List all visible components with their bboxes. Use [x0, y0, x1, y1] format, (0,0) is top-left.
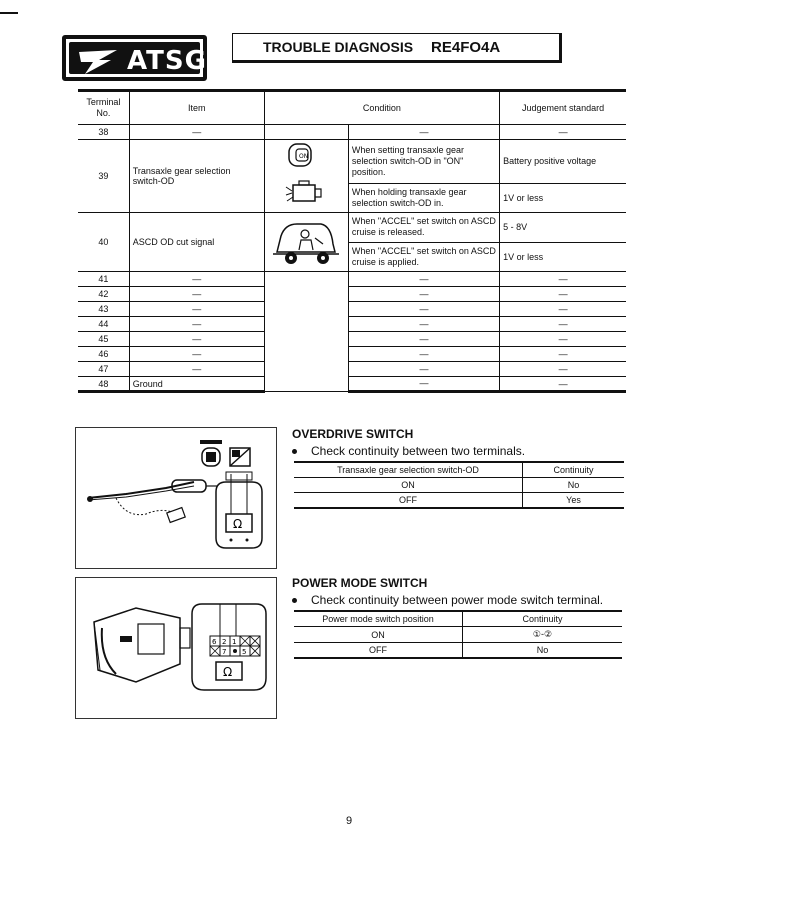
terminal-no: 42 — [78, 287, 129, 302]
condition-cell: When "ACCEL" set switch on ASCD cruise is released. — [348, 213, 499, 243]
condition-cell: — — [348, 347, 499, 362]
header-judgement: Judgement standard — [500, 91, 626, 125]
position-cell: OFF — [294, 493, 523, 509]
continuity-cell: No — [463, 643, 623, 659]
pin-label: 1 — [232, 638, 237, 646]
eagle-logo-icon — [77, 48, 123, 76]
terminal-no: 44 — [78, 317, 129, 332]
item-cell: ASCD OD cut signal — [129, 213, 264, 272]
condition-cell: When "ACCEL" set switch on ASCD cruise is applied. — [348, 242, 499, 272]
item-cell: — — [129, 272, 264, 287]
judgement-cell: — — [500, 377, 626, 392]
page-title: TROUBLE DIAGNOSIS — [263, 39, 414, 55]
pin-label: 5 — [242, 648, 247, 656]
overdrive-instruction — [292, 444, 525, 458]
icon-cell — [264, 272, 348, 392]
engine-running-icon — [286, 181, 321, 201]
judgement-cell: — — [500, 302, 626, 317]
terminal-no: 39 — [78, 140, 129, 213]
atsg-logo — [62, 35, 207, 81]
judgement-cell: — — [500, 125, 626, 140]
bullet-icon — [292, 598, 297, 603]
power-switch-body-icon — [94, 608, 190, 682]
judgement-cell: — — [500, 317, 626, 332]
power-mode-instruction — [292, 593, 603, 607]
judgement-cell: — — [500, 332, 626, 347]
model-code: RE4FO4A — [431, 39, 501, 56]
condition-cell: — — [348, 125, 499, 140]
header-terminal: Terminal No. — [78, 91, 129, 125]
ohmmeter-icon — [216, 472, 262, 548]
power-mode-instruction-text: Check continuity between power mode switch terminal. — [311, 593, 604, 607]
terminal-table — [78, 89, 626, 393]
icon-cell — [264, 140, 348, 213]
condition-cell: — — [348, 272, 499, 287]
judgement-cell: — — [500, 287, 626, 302]
logo-text: ATSG — [127, 46, 207, 76]
judgement-cell: — — [500, 362, 626, 377]
continuity-cell: ①-② — [463, 627, 623, 643]
condition-cell: When holding transaxle gear selection switch-OD in. — [348, 183, 499, 212]
overdrive-continuity-table — [294, 461, 624, 509]
item-cell: — — [129, 302, 264, 317]
engine-off-icon — [230, 448, 250, 466]
condition-cell: — — [348, 362, 499, 377]
terminal-no: 47 — [78, 362, 129, 377]
ignition-key-on-icon — [200, 440, 222, 466]
continuity-cell: Yes — [523, 493, 625, 509]
judgement-cell: 1V or less — [500, 183, 626, 212]
table-row — [78, 302, 626, 317]
item-cell: — — [129, 347, 264, 362]
condition-cell: When setting transaxle gear selection switch-OD in "ON" position. — [348, 140, 499, 184]
header-condition: Condition — [264, 91, 499, 125]
pin-label: 6 — [212, 638, 217, 646]
power-mode-col-position: Power mode switch position — [294, 611, 463, 627]
terminal-no: 38 — [78, 125, 129, 140]
judgement-cell: 5 - 8V — [500, 213, 626, 243]
table-row — [294, 478, 624, 493]
table-row — [78, 377, 626, 392]
table-row — [78, 287, 626, 302]
table-row — [78, 125, 626, 140]
judgement-cell: — — [500, 272, 626, 287]
condition-cell: — — [348, 302, 499, 317]
judgement-cell: — — [500, 347, 626, 362]
continuity-cell: No — [523, 478, 625, 493]
position-cell: ON — [294, 478, 523, 493]
position-cell: OFF — [294, 643, 463, 659]
table-header-row — [78, 91, 626, 125]
power-mode-switch-illustration — [75, 577, 277, 719]
overdrive-col-position: Transaxle gear selection switch-OD — [294, 462, 523, 478]
ignition-key-on-icon — [283, 141, 329, 209]
icon-cell — [264, 213, 348, 272]
terminal-no: 46 — [78, 347, 129, 362]
svg-text:Ω: Ω — [233, 517, 243, 531]
table-row — [294, 643, 622, 659]
header-item: Item — [129, 91, 264, 125]
power-mode-switch-title: POWER MODE SWITCH — [292, 576, 428, 590]
item-cell: Ground — [129, 377, 264, 392]
icon-cell — [264, 125, 348, 140]
item-cell: — — [129, 287, 264, 302]
item-cell: Transaxle gear selection switch-OD — [129, 140, 264, 213]
power-mode-continuity-table — [294, 610, 622, 659]
table-row — [78, 317, 626, 332]
condition-cell: — — [348, 317, 499, 332]
table-row — [78, 362, 626, 377]
connector-pin-diagram — [210, 636, 260, 656]
condition-cell: — — [348, 377, 499, 392]
overdrive-switch-illustration — [75, 427, 277, 569]
terminal-no: 48 — [78, 377, 129, 392]
judgement-cell: Battery positive voltage — [500, 140, 626, 184]
svg-text:ON: ON — [299, 153, 309, 160]
page-title-box — [232, 33, 562, 63]
power-mode-col-continuity: Continuity — [463, 611, 623, 627]
item-cell: — — [129, 332, 264, 347]
terminal-no: 40 — [78, 213, 129, 272]
table-row — [294, 627, 622, 643]
item-cell: — — [129, 362, 264, 377]
condition-cell: — — [348, 287, 499, 302]
terminal-no: 45 — [78, 332, 129, 347]
ohmmeter-icon — [192, 604, 266, 690]
overdrive-col-continuity: Continuity — [523, 462, 625, 478]
bullet-icon — [292, 449, 297, 454]
corner-mark — [0, 12, 18, 14]
terminal-no: 41 — [78, 272, 129, 287]
overdrive-switch-title: OVERDRIVE SWITCH — [292, 427, 414, 441]
pin-label: 7 — [222, 648, 227, 656]
table-row — [78, 272, 626, 287]
table-row — [78, 347, 626, 362]
judgement-cell: 1V or less — [500, 242, 626, 272]
table-row — [294, 493, 624, 509]
svg-text:Ω: Ω — [223, 665, 233, 679]
terminal-no: 43 — [78, 302, 129, 317]
position-cell: ON — [294, 627, 463, 643]
item-cell: — — [129, 125, 264, 140]
car-driver-icon — [271, 214, 341, 268]
item-cell: — — [129, 317, 264, 332]
table-row — [78, 332, 626, 347]
page-number: 9 — [346, 815, 353, 827]
pin-label: 2 — [222, 638, 227, 646]
shift-lever-icon — [87, 480, 218, 522]
table-row — [78, 140, 626, 184]
table-row — [78, 213, 626, 243]
overdrive-instruction-text: Check continuity between two terminals. — [311, 444, 526, 458]
condition-cell: — — [348, 332, 499, 347]
